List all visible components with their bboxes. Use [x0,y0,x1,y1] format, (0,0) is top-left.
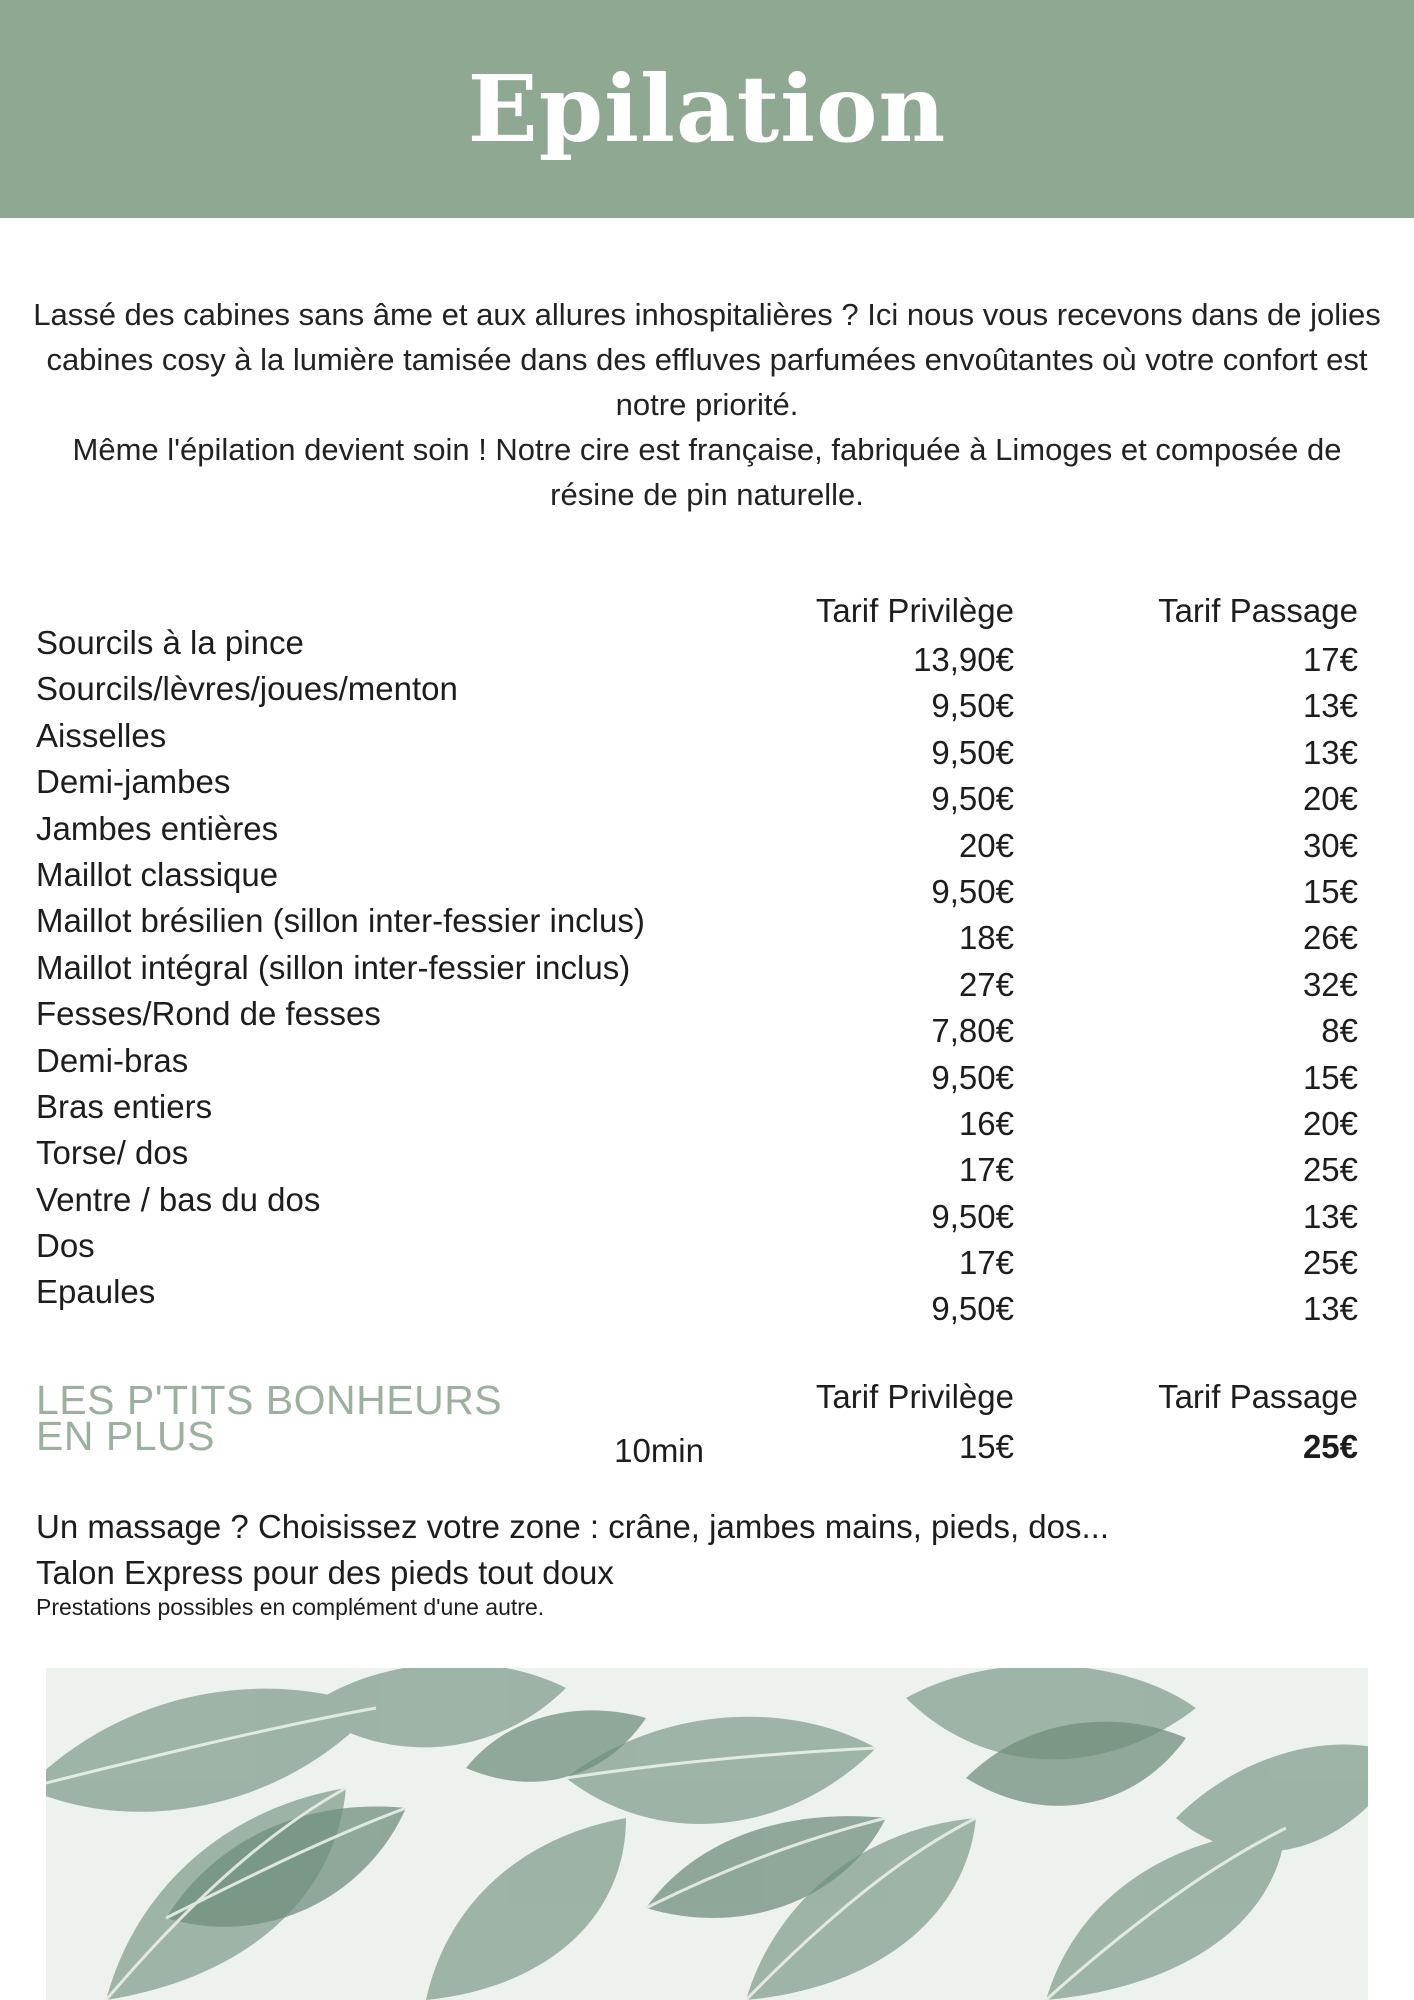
privilege-price-list [760,637,1014,1333]
bonus-column-header-passage: Tarif Passage [1158,1378,1358,1415]
privilege-price: 27€ [958,965,1014,1003]
page-header [0,0,1414,218]
column-header-passage: Tarif Passage [1158,592,1358,629]
privilege-price: 9,50€ [931,1197,1014,1235]
passage-price: 15€ [1302,872,1358,910]
service-label: Demi-bras [36,1041,189,1079]
column-header-privilege: Tarif Privilège [815,592,1014,629]
service-label: Sourcils/lèvres/joues/menton [36,670,458,708]
intro-paragraph-1: Lassé des cabines sans âme et aux allures inhospitalières ? Ici nous vous recevons dans de jolies cabines cosy à la lumière tamisée dans des effluves parfumées envoûtantes où votre confort est notre priorité. [33,297,1381,422]
privilege-price: 13,90€ [913,641,1014,678]
privilege-price: 18€ [958,919,1014,957]
service-label: Fesses/Rond de fesses [36,995,381,1033]
privilege-price: 9,50€ [931,780,1014,818]
privilege-price: 9,50€ [931,872,1014,910]
service-label: Maillot intégral (sillon inter-fessier inclus) [36,948,631,986]
privilege-price: 17€ [958,1244,1014,1282]
bonus-section-title [36,1377,596,1459]
bonus-column-header-privilege: Tarif Privilège [815,1378,1014,1415]
leaf-pattern [46,1668,1368,2000]
passage-price: 32€ [1302,965,1358,1003]
service-label: Sourcils à la pince [36,624,304,661]
passage-price: 20€ [1302,1104,1358,1142]
privilege-price: 20€ [958,826,1014,864]
bonus-title-line-2: EN PLUS [36,1413,215,1459]
privilege-price: 17€ [958,1151,1014,1189]
passage-price: 13€ [1302,1290,1358,1328]
passage-price: 15€ [1302,1058,1358,1096]
service-label: Jambes entières [36,809,279,847]
privilege-price: 16€ [958,1104,1014,1142]
intro-paragraph-2: Même l'épilation devient soin ! Notre cire est française, fabriquée à Limoges et composée de résine de pin naturelle. [72,432,1342,512]
passage-price: 13€ [1302,687,1358,725]
service-label: Demi-jambes [36,763,231,801]
passage-price: 26€ [1302,919,1358,957]
passage-price: 30€ [1302,826,1358,864]
privilege-price: 9,50€ [931,687,1014,725]
privilege-price: 7,80€ [931,1012,1014,1050]
bonus-duration: 10min [614,1432,704,1469]
bonus-privilege-price: 15€ [958,1428,1014,1465]
passage-price: 25€ [1302,1151,1358,1189]
passage-price: 17€ [1302,641,1358,678]
service-label: Maillot classique [36,855,279,893]
massage-text: Un massage ? Choisissez votre zone : crâne, jambes mains, pieds, dos... [36,1508,1109,1545]
passage-price: 25€ [1302,1244,1358,1282]
passage-price: 13€ [1302,1197,1358,1235]
passage-price: 13€ [1302,733,1358,771]
service-label: Epaules [36,1273,156,1311]
page-title: Epilation [467,55,947,163]
service-label: Maillot brésilien (sillon inter-fessier inclus) [36,902,645,940]
service-label: Bras entiers [36,1087,213,1125]
passage-price: 8€ [1321,1012,1358,1050]
privilege-price: 9,50€ [931,733,1014,771]
bonus-title-line-1: LES P'TITS BONHEURS [36,1377,503,1423]
service-label: Dos [36,1227,95,1265]
intro-text [30,292,1384,517]
passage-price: 20€ [1302,780,1358,818]
bonus-passage-price: 25€ [1302,1428,1358,1465]
passage-price-list [1100,637,1358,1333]
talon-express-text: Talon Express pour des pieds tout doux [36,1554,614,1591]
service-label: Ventre / bas du dos [36,1180,321,1218]
privilege-price: 9,50€ [931,1058,1014,1096]
complement-note: Prestations possibles en complément d'une autre. [36,1594,545,1620]
service-list [36,620,756,1316]
service-label: Aisselles [36,716,167,754]
banana-leaves-image [46,1668,1368,2000]
privilege-price: 9,50€ [931,1290,1014,1328]
service-label: Torse/ dos [36,1134,189,1172]
